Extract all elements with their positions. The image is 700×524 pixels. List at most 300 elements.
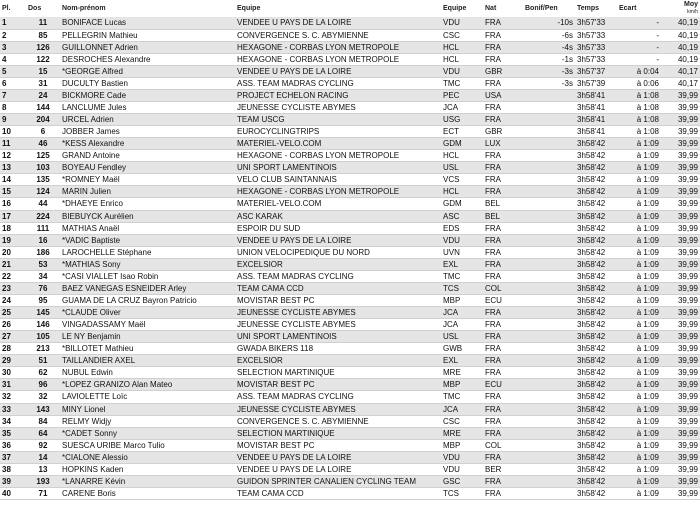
cell-equipe: SELECTION MARTINIQUE (235, 367, 441, 379)
cell-pl: 32 (0, 391, 26, 403)
cell-equipe: ESPOIR DU SUD (235, 222, 441, 234)
cell-equipe: GUIDON SPRINTER CANALIEN CYCLING TEAM (235, 475, 441, 487)
cell-equipe: TEAM USCG (235, 114, 441, 126)
header-pl: Pl. (2, 5, 11, 12)
cell-nat: FRA (483, 451, 523, 463)
cell-bonif (523, 246, 575, 258)
cell-pl: 15 (0, 186, 26, 198)
cell-dos: 76 (26, 282, 60, 294)
cell-pl: 1 (0, 17, 26, 29)
cell-ecart: à 1:09 (617, 343, 661, 355)
cell-ecart: à 1:09 (617, 379, 661, 391)
cell-temps: 3h58'42 (575, 270, 617, 282)
cell-nom: BOYEAU Fendley (60, 162, 235, 174)
cell-nom: *LOPEZ GRANIZO Alan Mateo (60, 379, 235, 391)
cell-equipe: JEUNESSE CYCLISTE ABYMES (235, 101, 441, 113)
cell-ecart: à 1:09 (617, 307, 661, 319)
cell-dos: 64 (26, 427, 60, 439)
cell-pl: 3 (0, 41, 26, 53)
cell-dos: 85 (26, 29, 60, 41)
cell-bonif (523, 210, 575, 222)
cell-nat: FRA (483, 415, 523, 427)
header-temps: Temps (577, 5, 600, 12)
cell-nom: MATHIAS Anaël (60, 222, 235, 234)
cell-dos: 103 (26, 162, 60, 174)
cell-dos: 15 (26, 65, 60, 77)
cell-moy: 39,99 (661, 162, 700, 174)
cell-pl: 18 (0, 222, 26, 234)
cell-nat: FRA (483, 331, 523, 343)
cell-equipe: GWADA BIKERS 118 (235, 343, 441, 355)
cell-moy: 40,19 (661, 41, 700, 53)
cell-nat: ECU (483, 379, 523, 391)
table-row (0, 391, 700, 403)
cell-moy: 39,99 (661, 246, 700, 258)
cell-nat: FRA (483, 53, 523, 65)
cell-nat: BEL (483, 210, 523, 222)
cell-nat: COL (483, 439, 523, 451)
cell-nat: FRA (483, 17, 523, 29)
cell-dos: 96 (26, 379, 60, 391)
cell-dos: 145 (26, 307, 60, 319)
cell-temps: 3h57'33 (575, 29, 617, 41)
cell-eq: VDU (441, 463, 483, 475)
cell-eq: VDU (441, 234, 483, 246)
cell-eq: JCA (441, 101, 483, 113)
cell-ecart: à 1:09 (617, 331, 661, 343)
cell-nom: JOBBER James (60, 126, 235, 138)
cell-eq: TCS (441, 282, 483, 294)
cell-moy: 39,99 (661, 403, 700, 415)
table-row (0, 451, 700, 463)
cell-eq: TMC (441, 270, 483, 282)
table-row (0, 41, 700, 53)
cell-ecart: à 1:08 (617, 89, 661, 101)
cell-temps: 3h57'33 (575, 53, 617, 65)
cell-moy: 39,99 (661, 463, 700, 475)
cell-eq: TMC (441, 77, 483, 89)
table-row (0, 53, 700, 65)
cell-pl: 19 (0, 234, 26, 246)
cell-nat: FRA (483, 427, 523, 439)
table-row (0, 331, 700, 343)
cell-bonif: -1s (523, 53, 575, 65)
cell-nom: VINGADASSAMY Maël (60, 319, 235, 331)
cell-eq: UVN (441, 246, 483, 258)
cell-moy: 39,99 (661, 331, 700, 343)
cell-bonif (523, 138, 575, 150)
cell-ecart: à 1:09 (617, 150, 661, 162)
cell-ecart: - (617, 53, 661, 65)
cell-eq: JCA (441, 319, 483, 331)
cell-equipe: MOVISTAR BEST PC (235, 379, 441, 391)
cell-equipe: VELO CLUB SAINTANNAIS (235, 174, 441, 186)
cell-dos: 24 (26, 89, 60, 101)
cell-dos: 204 (26, 114, 60, 126)
cell-ecart: à 1:09 (617, 403, 661, 415)
cell-equipe: EXCELSIOR (235, 258, 441, 270)
cell-nom: CARENE Boris (60, 487, 235, 499)
cell-pl: 14 (0, 174, 26, 186)
cell-nat: FRA (483, 101, 523, 113)
cell-moy: 39,99 (661, 198, 700, 210)
cell-equipe: EUROCYCLINGTRIPS (235, 126, 441, 138)
table-row (0, 114, 700, 126)
cell-nom: RELMY Widjy (60, 415, 235, 427)
cell-moy: 39,99 (661, 210, 700, 222)
cell-bonif: -6s (523, 29, 575, 41)
cell-nat: COL (483, 282, 523, 294)
cell-dos: 124 (26, 186, 60, 198)
cell-pl: 23 (0, 282, 26, 294)
cell-equipe: ASC KARAK (235, 210, 441, 222)
cell-ecart: à 1:09 (617, 319, 661, 331)
cell-pl: 27 (0, 331, 26, 343)
cell-nat: GBR (483, 65, 523, 77)
cell-eq: MBP (441, 294, 483, 306)
cell-nom: *MATHIAS Sony (60, 258, 235, 270)
cell-dos: 143 (26, 403, 60, 415)
cell-temps: 3h58'42 (575, 282, 617, 294)
header-equipe: Equipe (237, 5, 261, 12)
cell-bonif (523, 162, 575, 174)
cell-eq: VCS (441, 174, 483, 186)
cell-eq: USL (441, 162, 483, 174)
table-row (0, 65, 700, 77)
cell-moy: 39,99 (661, 234, 700, 246)
cell-dos: 92 (26, 439, 60, 451)
cell-ecart: à 1:09 (617, 210, 661, 222)
cell-ecart: à 1:09 (617, 475, 661, 487)
cell-temps: 3h58'42 (575, 138, 617, 150)
header-nom: Nom-prénom (62, 5, 106, 12)
cell-ecart: à 1:09 (617, 246, 661, 258)
cell-equipe: VENDEE U PAYS DE LA LOIRE (235, 234, 441, 246)
cell-pl: 9 (0, 114, 26, 126)
cell-moy: 39,99 (661, 379, 700, 391)
cell-nat: FRA (483, 162, 523, 174)
cell-eq: CSC (441, 415, 483, 427)
cell-bonif (523, 415, 575, 427)
cell-nom: URCEL Adrien (60, 114, 235, 126)
cell-nat: FRA (483, 41, 523, 53)
cell-bonif (523, 463, 575, 475)
cell-pl: 16 (0, 198, 26, 210)
cell-eq: MRE (441, 367, 483, 379)
cell-nat: FRA (483, 367, 523, 379)
cell-moy: 39,99 (661, 343, 700, 355)
cell-nom: GUAMA DE LA CRUZ Bayron Patricio (60, 294, 235, 306)
cell-pl: 25 (0, 307, 26, 319)
cell-eq: VDU (441, 17, 483, 29)
table-row (0, 427, 700, 439)
table-row (0, 150, 700, 162)
cell-dos: 14 (26, 451, 60, 463)
cell-eq: USL (441, 331, 483, 343)
cell-equipe: CONVERGENCE S. C. ABYMIENNE (235, 29, 441, 41)
cell-nom: LANCLUME Jules (60, 101, 235, 113)
cell-moy: 39,99 (661, 367, 700, 379)
cell-temps: 3h58'42 (575, 307, 617, 319)
table-row (0, 234, 700, 246)
cell-moy: 39,99 (661, 270, 700, 282)
cell-ecart: à 1:08 (617, 101, 661, 113)
cell-nat: FRA (483, 475, 523, 487)
cell-temps: 3h58'42 (575, 451, 617, 463)
cell-bonif (523, 403, 575, 415)
cell-nat: FRA (483, 77, 523, 89)
cell-dos: 53 (26, 258, 60, 270)
cell-bonif (523, 427, 575, 439)
cell-moy: 39,99 (661, 294, 700, 306)
table-row (0, 439, 700, 451)
cell-pl: 22 (0, 270, 26, 282)
cell-moy: 39,99 (661, 451, 700, 463)
cell-equipe: EXCELSIOR (235, 355, 441, 367)
cell-dos: 32 (26, 391, 60, 403)
cell-temps: 3h57'33 (575, 17, 617, 29)
cell-nat: FRA (483, 258, 523, 270)
cell-eq: TMC (441, 391, 483, 403)
cell-nat: ECU (483, 294, 523, 306)
cell-pl: 30 (0, 367, 26, 379)
cell-pl: 26 (0, 319, 26, 331)
cell-bonif: -10s (523, 17, 575, 29)
cell-pl: 17 (0, 210, 26, 222)
cell-nom: *BILLOTET Mathieu (60, 343, 235, 355)
cell-nat: FRA (483, 307, 523, 319)
cell-ecart: à 1:09 (617, 282, 661, 294)
cell-bonif (523, 89, 575, 101)
table-row (0, 89, 700, 101)
cell-nat: FRA (483, 222, 523, 234)
cell-pl: 12 (0, 150, 26, 162)
cell-bonif (523, 343, 575, 355)
header-moy (661, 0, 700, 17)
table-row (0, 463, 700, 475)
cell-dos: 193 (26, 475, 60, 487)
cell-dos: 34 (26, 270, 60, 282)
cell-temps: 3h58'42 (575, 415, 617, 427)
cell-dos: 186 (26, 246, 60, 258)
table-row (0, 294, 700, 306)
table-row (0, 174, 700, 186)
cell-nat: FRA (483, 343, 523, 355)
cell-temps: 3h58'42 (575, 162, 617, 174)
cell-nom: BONIFACE Lucas (60, 17, 235, 29)
cell-ecart: à 1:09 (617, 367, 661, 379)
cell-pl: 20 (0, 246, 26, 258)
header-ecart: Ecart (619, 5, 637, 12)
cell-dos: 13 (26, 463, 60, 475)
header-moy-label: Moy (684, 1, 698, 8)
cell-pl: 36 (0, 439, 26, 451)
table-row (0, 258, 700, 270)
cell-bonif: -3s (523, 65, 575, 77)
cell-temps: 3h58'42 (575, 379, 617, 391)
cell-bonif (523, 391, 575, 403)
cell-nom: *CLAUDE Oliver (60, 307, 235, 319)
cell-bonif (523, 282, 575, 294)
header-dos: Dos (28, 5, 42, 12)
cell-nom: BAEZ VANEGAS ESNEIDER Arley (60, 282, 235, 294)
cell-temps: 3h58'42 (575, 403, 617, 415)
cell-equipe: TEAM CAMA CCD (235, 282, 441, 294)
cell-moy: 40,19 (661, 17, 700, 29)
cell-nom: PELLEGRIN Mathieu (60, 29, 235, 41)
cell-dos: 105 (26, 331, 60, 343)
cell-temps: 3h58'42 (575, 186, 617, 198)
cell-equipe: SELECTION MARTINIQUE (235, 427, 441, 439)
cell-ecart: à 1:09 (617, 294, 661, 306)
cell-nat: FRA (483, 487, 523, 499)
cell-temps: 3h57'39 (575, 77, 617, 89)
cell-moy: 39,99 (661, 427, 700, 439)
cell-nat: FRA (483, 270, 523, 282)
cell-ecart: à 1:09 (617, 270, 661, 282)
cell-moy: 40,19 (661, 29, 700, 41)
cell-moy: 39,99 (661, 126, 700, 138)
cell-nat: FRA (483, 391, 523, 403)
cell-bonif (523, 114, 575, 126)
cell-nom: SUESCA URIBE Marco Tulio (60, 439, 235, 451)
cell-bonif (523, 150, 575, 162)
cell-nom: *KESS Alexandre (60, 138, 235, 150)
cell-temps: 3h57'33 (575, 41, 617, 53)
cell-nat: FRA (483, 246, 523, 258)
cell-temps: 3h58'41 (575, 126, 617, 138)
cell-nom: *CIALONE Alessio (60, 451, 235, 463)
cell-equipe: TEAM CAMA CCD (235, 487, 441, 499)
cell-nom: *LANARRE Kévin (60, 475, 235, 487)
cell-eq: EXL (441, 258, 483, 270)
cell-ecart: à 1:08 (617, 114, 661, 126)
cell-dos: 146 (26, 319, 60, 331)
cell-nom: TAILLANDIER AXEL (60, 355, 235, 367)
cell-eq: ECT (441, 126, 483, 138)
cell-dos: 31 (26, 77, 60, 89)
cell-temps: 3h58'42 (575, 391, 617, 403)
cell-bonif (523, 451, 575, 463)
cell-equipe: MATERIEL-VELO.COM (235, 138, 441, 150)
cell-pl: 13 (0, 162, 26, 174)
cell-eq: GDM (441, 198, 483, 210)
cell-eq: HCL (441, 186, 483, 198)
cell-temps: 3h58'42 (575, 222, 617, 234)
table-row (0, 77, 700, 89)
cell-nom: DUCULTY Bastien (60, 77, 235, 89)
table-row (0, 186, 700, 198)
cell-nom: NUBUL Edwin (60, 367, 235, 379)
cell-nom: *DHAEYE Enrico (60, 198, 235, 210)
cell-bonif (523, 198, 575, 210)
cell-moy: 39,99 (661, 282, 700, 294)
cell-temps: 3h58'42 (575, 463, 617, 475)
cell-pl: 38 (0, 463, 26, 475)
cell-eq: MBP (441, 379, 483, 391)
table-row (0, 487, 700, 499)
table-row (0, 198, 700, 210)
cell-equipe: VENDEE U PAYS DE LA LOIRE (235, 463, 441, 475)
cell-temps: 3h58'42 (575, 246, 617, 258)
cell-eq: HCL (441, 41, 483, 53)
cell-moy: 39,99 (661, 415, 700, 427)
cell-moy: 39,99 (661, 258, 700, 270)
cell-nat: FRA (483, 186, 523, 198)
cell-ecart: à 1:09 (617, 451, 661, 463)
cell-moy: 39,99 (661, 391, 700, 403)
cell-equipe: VENDEE U PAYS DE LA LOIRE (235, 17, 441, 29)
cell-nom: *GEORGE Alfred (60, 65, 235, 77)
cell-ecart: à 1:08 (617, 126, 661, 138)
cell-nom: *VADIC Baptiste (60, 234, 235, 246)
cell-equipe: JEUNESSE CYCLISTE ABYMES (235, 319, 441, 331)
cell-ecart: à 1:09 (617, 162, 661, 174)
cell-moy: 39,99 (661, 319, 700, 331)
table-row (0, 367, 700, 379)
header-moy-unit: km/h (687, 9, 698, 15)
cell-pl: 6 (0, 77, 26, 89)
cell-eq: GWB (441, 343, 483, 355)
table-row (0, 17, 700, 29)
cell-dos: 95 (26, 294, 60, 306)
cell-eq: HCL (441, 150, 483, 162)
cell-bonif (523, 475, 575, 487)
cell-dos: 62 (26, 367, 60, 379)
cell-bonif (523, 222, 575, 234)
cell-temps: 3h58'41 (575, 101, 617, 113)
cell-ecart: à 1:09 (617, 138, 661, 150)
cell-equipe: HEXAGONE - CORBAS LYON METROPOLE (235, 186, 441, 198)
cell-nom: HOPKINS Kaden (60, 463, 235, 475)
cell-temps: 3h58'42 (575, 475, 617, 487)
cell-moy: 40,17 (661, 65, 700, 77)
table-row (0, 29, 700, 41)
cell-nat: FRA (483, 29, 523, 41)
cell-pl: 4 (0, 53, 26, 65)
cell-moy: 39,99 (661, 487, 700, 499)
cell-ecart: à 1:09 (617, 439, 661, 451)
cell-eq: VDU (441, 451, 483, 463)
cell-ecart: à 1:09 (617, 222, 661, 234)
cell-bonif (523, 294, 575, 306)
cell-dos: 16 (26, 234, 60, 246)
cell-bonif (523, 234, 575, 246)
cell-equipe: PROJECT ECHELON RACING (235, 89, 441, 101)
cell-nat: LUX (483, 138, 523, 150)
cell-pl: 28 (0, 343, 26, 355)
table-row (0, 319, 700, 331)
cell-dos: 44 (26, 198, 60, 210)
cell-temps: 3h58'42 (575, 331, 617, 343)
cell-nom: LAROCHELLE Stéphane (60, 246, 235, 258)
table-row (0, 282, 700, 294)
cell-nom: BICKMORE Cade (60, 89, 235, 101)
cell-temps: 3h58'42 (575, 355, 617, 367)
cell-bonif: -4s (523, 41, 575, 53)
cell-ecart: à 1:09 (617, 186, 661, 198)
cell-moy: 40,19 (661, 53, 700, 65)
table-row (0, 403, 700, 415)
cell-equipe: JEUNESSE CYCLISTE ABYMES (235, 307, 441, 319)
table-row (0, 210, 700, 222)
cell-dos: 122 (26, 53, 60, 65)
cell-moy: 39,99 (661, 307, 700, 319)
cell-nom: MINY Lionel (60, 403, 235, 415)
cell-pl: 8 (0, 101, 26, 113)
cell-eq: EDS (441, 222, 483, 234)
table-row (0, 270, 700, 282)
